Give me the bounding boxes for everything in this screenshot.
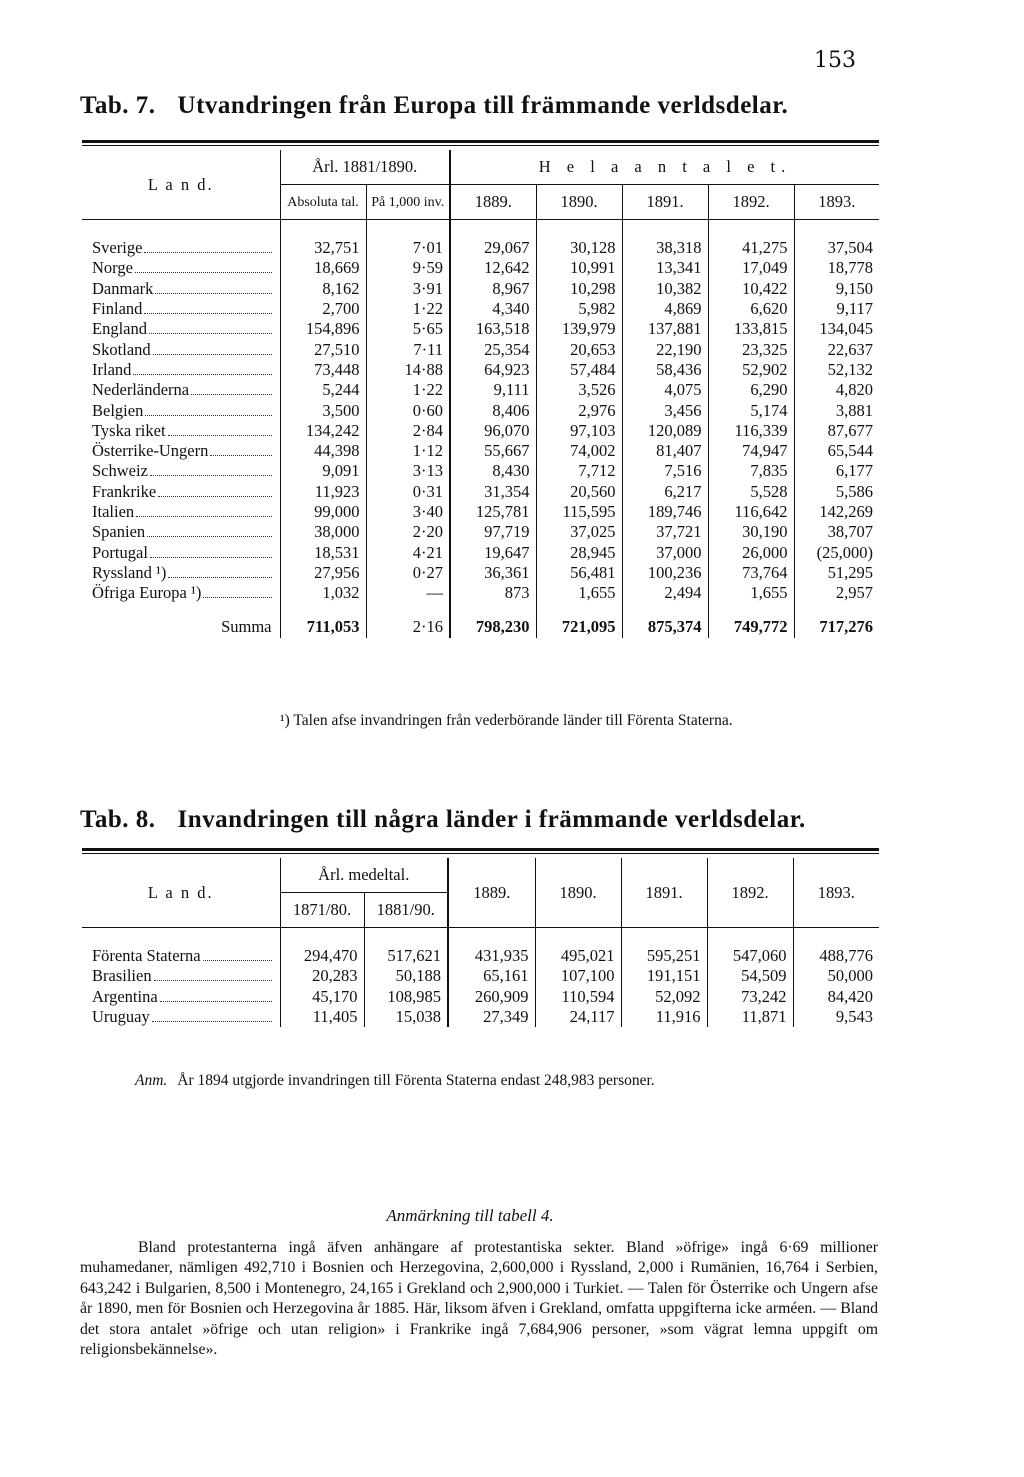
tab7-land-cell [82,482,280,502]
tab7-header-land: L a n d. [82,150,280,220]
tab7-absoluta-cell: 1,032 [280,583,366,603]
tab7-year-cell: 3,456 [622,400,708,420]
tab8-year-cell: 191,151 [621,966,707,986]
tab8-land-name: Uruguay [92,1007,150,1027]
tab7-per1000-cell: 2·84 [366,421,450,441]
tab7-land-name: Portugal [92,542,148,562]
tab7-year-cell: 17,049 [708,258,794,278]
tab7-land-cell [82,299,280,319]
dot-leader [168,431,272,436]
tab7-land-name: Italien [92,502,135,521]
tab8-year-cell: 24,117 [535,1007,621,1027]
note-heading: Anmärkning till tabell 4. [386,1206,554,1225]
tab7-top-rule [82,140,879,146]
tab7-summa-year: 749,772 [708,603,794,637]
tab8-year-cell: 260,909 [448,987,535,1007]
tab8-year-cell: 73,242 [707,987,793,1007]
tab7-land-cell [82,461,280,481]
tab7-year-cell: 116,339 [708,421,794,441]
tab7-land-name: Ryssland ¹) [92,562,167,582]
table-row [82,1007,879,1027]
tab7-year-cell: 22,637 [794,339,879,359]
dot-leader [152,1017,272,1022]
note-body [80,1238,878,1360]
tab7-header-year-1892: 1892. [708,185,794,220]
tab7-year-cell: 139,979 [536,319,622,339]
tab7-land-cell [82,319,280,339]
tab8-header-land: L a n d. [82,858,280,928]
tab7-year-cell: 7,835 [708,461,794,481]
tab7-table [82,150,879,638]
tab7-year-cell: 38,707 [794,522,879,542]
table-row [82,400,879,420]
tab7-land-cell [82,502,280,522]
tab7-year-cell: 4,869 [622,299,708,319]
tab8-anm-text: År 1894 utgjorde invandringen till Förenta Staterna endast 248,983 personer. [177,1072,655,1089]
tab7-absoluta-cell: 99,000 [280,502,366,522]
dot-leader [135,268,272,273]
tab8-land-name: Argentina [92,986,158,1006]
tab7-title [80,92,788,120]
tab7-year-cell: 10,991 [536,258,622,278]
tab7-summa-year: 717,276 [794,603,879,637]
dot-leader [133,370,272,375]
tab7-header-year-1890: 1890. [536,185,622,220]
tab7-land-cell [82,380,280,400]
tab7-year-cell: 142,269 [794,502,879,522]
tab7-land-name: Nederländerna [92,380,190,400]
tab8-header-arl: Årl. medeltal. [280,858,448,893]
tab7-year-cell: 87,677 [794,421,879,441]
tab7-land-name: Öfriga Europa ¹) [92,583,202,603]
dot-leader [136,512,272,517]
tab7-year-cell: 20,653 [536,339,622,359]
tab7-per1000-cell: 0·31 [366,482,450,502]
tab8-1871-80-cell: 20,283 [280,966,364,986]
tab7-year-cell: 37,000 [622,542,708,562]
tab8-header-year-1892: 1892. [707,858,793,928]
tab7-year-cell: 26,000 [708,542,794,562]
tab7-header-year-1893: 1893. [794,185,879,220]
tab8-year-cell: 11,916 [621,1007,707,1027]
dot-leader [160,997,272,1002]
tab7-land-name: Danmark [92,278,154,298]
tab8-year-cell: 107,100 [535,966,621,986]
tab7-year-cell: 97,103 [536,421,622,441]
tab7-year-cell: 6,217 [622,482,708,502]
tab7-year-cell: 125,781 [450,502,536,522]
tab8-year-cell: 547,060 [707,928,793,967]
tab7-year-cell: 5,982 [536,299,622,319]
tab7-per1000-cell: 7·11 [366,339,450,359]
tab7-year-cell: 116,642 [708,502,794,522]
tab7-year-cell: 873 [450,583,536,603]
tab7-land-cell [82,360,280,380]
tab7-year-cell: 115,595 [536,502,622,522]
tab7-year-cell: 30,128 [536,220,622,259]
tab7-year-cell: 8,430 [450,461,536,481]
tab7-absoluta-cell: 18,669 [280,258,366,278]
tab7-year-cell: 28,945 [536,542,622,562]
table-row [82,319,879,339]
tab7-land-cell [82,339,280,359]
tab7-header-year-1889: 1889. [450,185,536,220]
tab7-year-cell: 57,484 [536,360,622,380]
tab7-year-cell: 9,150 [794,279,879,299]
table-row [82,482,879,502]
table-row [82,360,879,380]
tab7-year-cell: 7,516 [622,461,708,481]
tab7-summa-label: Summa [221,617,272,637]
table-row [82,380,879,400]
tab7-year-cell: 2,976 [536,400,622,420]
tab7-year-cell: 97,719 [450,522,536,542]
tab8-year-cell: 495,021 [535,928,621,967]
tab7-year-cell: 2,494 [622,583,708,603]
tab7-land-name: Schweiz [92,461,148,481]
tab7-land-cell [82,279,280,299]
tab7-header-pa1000: På 1,000 inv. [366,185,450,220]
tab8-1881-90-cell: 517,621 [364,928,448,967]
tab8-header-year-1893: 1893. [793,858,879,928]
tab7-year-cell: 6,620 [708,299,794,319]
tab7-title-text: Utvandringen från Europa till främmande verldsdelar. [177,92,789,119]
tab7-summa-absoluta: 711,053 [280,603,366,637]
dot-leader [154,976,272,981]
tab8-anm-label: Anm. [135,1072,168,1089]
tab7-year-cell: 18,778 [794,258,879,278]
tab8-year-cell: 431,935 [448,928,535,967]
tab8-1871-80-cell: 294,470 [280,928,364,967]
table-row [82,339,879,359]
tab7-year-cell: 37,721 [622,522,708,542]
dot-leader [150,471,272,476]
tab7-year-cell: 120,089 [622,421,708,441]
tab8-land-cell [82,987,280,1007]
tab7-year-cell: 13,341 [622,258,708,278]
tab8-table [82,858,879,1027]
dot-leader [145,411,272,416]
tab7-absoluta-cell: 73,448 [280,360,366,380]
tab7-per1000-cell: 1·22 [366,299,450,319]
tab7-per1000-cell: 5·65 [366,319,450,339]
tab8-year-cell: 27,349 [448,1007,535,1027]
tab7-per1000-cell: 0·27 [366,563,450,583]
tab7-year-cell: 189,746 [622,502,708,522]
table-row [82,987,879,1007]
dot-leader [144,248,272,253]
tab7-land-name: Irland [92,359,132,379]
tab7-land-name: Spanien [92,522,146,542]
table-row [82,542,879,562]
table-row [82,421,879,441]
tab7-year-cell: 1,655 [708,583,794,603]
tab7-year-cell: 30,190 [708,522,794,542]
tab7-absoluta-cell: 32,751 [280,220,366,259]
tab7-absoluta-cell: 38,000 [280,522,366,542]
tab7-land-cell [82,522,280,542]
tab8-annotation [135,1072,655,1090]
table-row [82,928,879,967]
dot-leader [147,532,272,537]
tab7-year-cell: 10,298 [536,279,622,299]
tab7-year-cell: 3,881 [794,400,879,420]
tab7-year-cell: 19,647 [450,542,536,562]
table-row [82,299,879,319]
tab7-absoluta-cell: 2,700 [280,299,366,319]
tab7-summa-year: 875,374 [622,603,708,637]
tab8-land-name: Brasilien [92,966,152,986]
dot-leader [153,350,272,355]
tab7-summa-per1000: 2·16 [366,603,450,637]
tab7-absoluta-cell: 27,510 [280,339,366,359]
tab7-year-cell: 4,340 [450,299,536,319]
tab8-year-cell: 65,161 [448,966,535,986]
tab7-per1000-cell: 4·21 [366,542,450,562]
tab7-year-cell: 64,923 [450,360,536,380]
tab8-year-cell: 52,092 [621,987,707,1007]
tab7-per1000-cell: 14·88 [366,360,450,380]
tab7-year-cell: 5,528 [708,482,794,502]
tab7-year-cell: 52,132 [794,360,879,380]
tab7-year-cell: 2,957 [794,583,879,603]
tab7-year-cell: 56,481 [536,563,622,583]
tab7-absoluta-cell: 11,923 [280,482,366,502]
tab7-year-cell: 9,117 [794,299,879,319]
tab7-land-name: England [92,319,147,339]
dot-leader [144,309,272,314]
tab7-absoluta-cell: 5,244 [280,380,366,400]
tab7-absoluta-cell: 3,500 [280,400,366,420]
table-row [82,279,879,299]
tab8-label: Tab. 8. [80,806,156,833]
tab7-header-arl: Årl. 1881/1890. [280,150,450,185]
tab7-per1000-cell: 3·91 [366,279,450,299]
tab7-absoluta-cell: 18,531 [280,542,366,562]
table-row [82,220,879,259]
tab8-1881-90-cell: 15,038 [364,1007,448,1027]
tab7-land-name: Skotland [92,339,151,359]
tab7-year-cell: 37,504 [794,220,879,259]
tab7-year-cell: 4,075 [622,380,708,400]
tab7-year-cell: 10,422 [708,279,794,299]
dot-leader [191,390,272,395]
tab7-header-absoluta: Absoluta tal. [280,185,366,220]
tab7-absoluta-cell: 9,091 [280,461,366,481]
dot-leader [210,451,272,456]
tab7-land-name: Sverige [92,238,143,258]
tab7-land-cell [82,220,280,259]
tab7-land-name: Belgien [92,400,144,420]
tab7-per1000-cell: — [366,583,450,603]
tab8-title [80,806,806,834]
tab7-land-cell [82,421,280,441]
tab7-year-cell: 55,667 [450,441,536,461]
tab7-footnote: ¹) Talen afse invandringen från vederbörande länder till Förenta Staterna. [280,712,733,729]
table-row [82,441,879,461]
dot-leader [203,593,272,598]
tab7-land-name: Norge [92,258,133,278]
tab7-year-cell: 20,560 [536,482,622,502]
tab7-per1000-cell: 3·13 [366,461,450,481]
tab7-summa-year: 798,230 [450,603,536,637]
tab7-summa-year: 721,095 [536,603,622,637]
tab8-land-name: Förenta Staterna [92,946,201,966]
tab7-year-cell: 38,318 [622,220,708,259]
tab7-year-cell: 12,642 [450,258,536,278]
tab7-year-cell: 8,967 [450,279,536,299]
table-row [82,966,879,986]
tab7-year-cell: 74,002 [536,441,622,461]
tab7-per1000-cell: 3·40 [366,502,450,522]
tab8-year-cell: 9,543 [793,1007,879,1027]
page-number: 153 [814,48,856,73]
tab8-land-cell [82,1007,280,1027]
dot-leader [168,573,272,578]
tab7-land-name: Tyska riket [92,420,166,440]
tab8-year-cell: 54,509 [707,966,793,986]
dot-leader [203,956,272,961]
tab7-land-name: Finland [92,299,143,319]
tab7-absoluta-cell: 154,896 [280,319,366,339]
tab7-year-cell: 41,275 [708,220,794,259]
tab7-year-cell: 6,290 [708,380,794,400]
tab7-year-cell: (25,000) [794,542,879,562]
dot-leader [149,329,272,334]
tab7-per1000-cell: 1·22 [366,380,450,400]
tab7-land-cell [82,542,280,562]
note-paragraph: Bland protestanterna ingå äfven anhängare af protestantiska sekter. Bland »öfrige» ingå 6·69 millioner muhamedaner, nämligen 492,710 i Bosnien och Herzegovina, 2,600,000 i Ryssland, 2,000 i Rumänien, 16,764 i Serbien, 643,242 i Bulgarien, 8,500 i Montenegro, 24,165 i Grekland och 2,900,000 i Turkiet. — Talen för Österrike och Ungern afse år 1890, men för Bosnien och Herzegovina år 1885. Här, liksom äfven i Grekland, omfatta uppgifterna icke arméen. — Bland det stora antalet »öfrige och utan religion» i Frankrike ingå 7,684,906 personer, »som vägrat lemna uppgift om religionsbekännelse». [80,1239,878,1359]
tab7-land-name: Frankrike [92,481,157,501]
tab8-1881-90-cell: 108,985 [364,987,448,1007]
tab8-land-cell [82,928,280,967]
tab7-year-cell: 25,354 [450,339,536,359]
tab7-year-cell: 7,712 [536,461,622,481]
tab7-land-cell [82,258,280,278]
tab7-absoluta-cell: 8,162 [280,279,366,299]
tab8-header-1871-80: 1871/80. [280,893,364,928]
tab7-year-cell: 81,407 [622,441,708,461]
tab8-land-cell [82,966,280,986]
tab7-year-cell: 58,436 [622,360,708,380]
tab8-year-cell: 595,251 [621,928,707,967]
tab8-header-year-1890: 1890. [535,858,621,928]
tab7-year-cell: 65,544 [794,441,879,461]
tab7-year-cell: 6,177 [794,461,879,481]
tab7-year-cell: 4,820 [794,380,879,400]
tab8-1871-80-cell: 11,405 [280,1007,364,1027]
tab7-header-hela: H e l a a n t a l e t. [450,150,879,185]
tab7-per1000-cell: 0·60 [366,400,450,420]
tab8-title-text: Invandringen till några länder i främmande verldsdelar. [177,806,806,833]
tab7-year-cell: 22,190 [622,339,708,359]
tab7-year-cell: 163,518 [450,319,536,339]
tab8-header-year-1889: 1889. [448,858,535,928]
tab7-year-cell: 31,354 [450,482,536,502]
tab7-absoluta-cell: 44,398 [280,441,366,461]
table-row [82,522,879,542]
dot-leader [158,492,272,497]
tab7-year-cell: 134,045 [794,319,879,339]
tab7-year-cell: 73,764 [708,563,794,583]
tab7-land-cell [82,400,280,420]
tab7-absoluta-cell: 27,956 [280,563,366,583]
table-row [82,258,879,278]
tab7-year-cell: 3,526 [536,380,622,400]
tab7-year-cell: 51,295 [794,563,879,583]
tab7-year-cell: 96,070 [450,421,536,441]
tab8-top-rule [82,848,879,854]
tab7-per1000-cell: 1·12 [366,441,450,461]
tab7-year-cell: 74,947 [708,441,794,461]
tab7-year-cell: 9,111 [450,380,536,400]
tab7-year-cell: 36,361 [450,563,536,583]
tab7-summa-row [82,603,879,637]
table-row [82,461,879,481]
tab8-year-cell: 11,871 [707,1007,793,1027]
tab8-year-cell: 84,420 [793,987,879,1007]
tab8-header-1881-90: 1881/90. [364,893,448,928]
tab8-year-cell: 110,594 [535,987,621,1007]
table-row [82,563,879,583]
tab7-header-year-1891: 1891. [622,185,708,220]
tab7-per1000-cell: 7·01 [366,220,450,259]
tab7-year-cell: 23,325 [708,339,794,359]
tab8-year-cell: 488,776 [793,928,879,967]
tab7-year-cell: 133,815 [708,319,794,339]
tab7-label: Tab. 7. [80,92,156,119]
tab7-per1000-cell: 9·59 [366,258,450,278]
dot-leader [150,553,272,558]
tab8-1881-90-cell: 50,188 [364,966,448,986]
tab7-year-cell: 5,586 [794,482,879,502]
tab8-year-cell: 50,000 [793,966,879,986]
tab7-absoluta-cell: 134,242 [280,421,366,441]
table-row [82,502,879,522]
tab7-year-cell: 137,881 [622,319,708,339]
tab7-year-cell: 29,067 [450,220,536,259]
tab7-land-name: Österrike-Ungern [92,441,209,461]
tab7-land-cell [82,441,280,461]
dot-leader [155,289,272,294]
table-row [82,583,879,603]
tab7-year-cell: 10,382 [622,279,708,299]
tab7-year-cell: 8,406 [450,400,536,420]
tab7-year-cell: 5,174 [708,400,794,420]
tab7-per1000-cell: 2·20 [366,522,450,542]
tab7-year-cell: 1,655 [536,583,622,603]
tab7-year-cell: 52,902 [708,360,794,380]
tab7-land-cell [82,583,280,603]
tab7-year-cell: 37,025 [536,522,622,542]
tab8-header-year-1891: 1891. [621,858,707,928]
tab8-1871-80-cell: 45,170 [280,987,364,1007]
tab7-land-cell [82,563,280,583]
tab7-year-cell: 100,236 [622,563,708,583]
